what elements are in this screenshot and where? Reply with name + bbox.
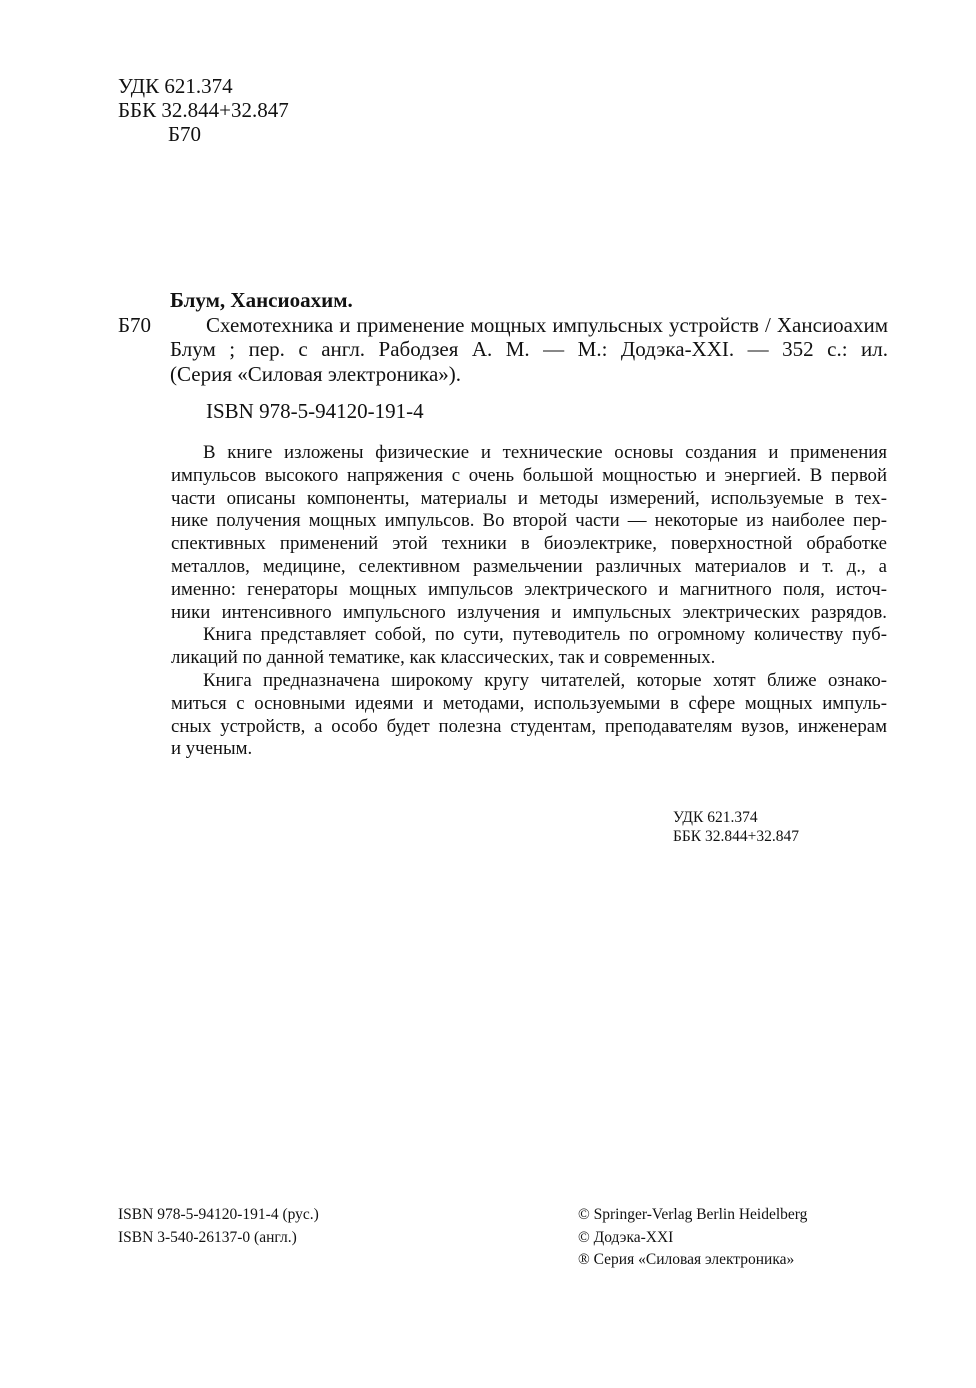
title-line <box>118 313 888 338</box>
abstract-line: нике получения мощных импульсов. Во второй части — некоторые из наиболее пер- <box>171 510 887 532</box>
isbn-footer <box>118 1204 319 1249</box>
abstract-line: металлов, медицине, селективном размельчении различных материалов и т. д., а <box>171 555 887 577</box>
abstract-line: миться с основными идеями и методами, используемыми в сфере мощных импуль- <box>171 692 887 714</box>
udk-code-right: УДК 621.374 <box>673 809 758 826</box>
author-mark-inline: Б70 <box>118 312 152 337</box>
isbn-russian: ISBN 978-5-94120-191-4 (рус.) <box>118 1206 319 1223</box>
copyright-springer: © Springer-Verlag Berlin Heidelberg <box>578 1206 808 1223</box>
abstract-line: Книга представляет собой, по сути, путеводитель по огромному количеству пуб- <box>203 624 887 646</box>
abstract-paragraph-2 <box>171 624 887 670</box>
bbk-code-right: ББК 32.844+32.847 <box>673 828 800 845</box>
abstract-line: В книге изложены физические и технические основы создания и применения <box>203 442 887 463</box>
copyright-dodeka: © Додэка-XXI <box>578 1228 674 1246</box>
abstract <box>171 442 887 761</box>
bibliographic-description <box>118 313 888 387</box>
copyright-block <box>578 1204 807 1272</box>
udk-code: УДК 621.374 <box>118 74 233 98</box>
biblio-line-1: Схемотехника и применение мощных импульсных устройств / Хансиоахим <box>206 312 888 337</box>
isbn-main: ISBN 978-5-94120-191-4 <box>206 399 424 423</box>
abstract-line: сных устройств, а особо будет полезна студентам, преподавателям вузов, инженерам <box>171 715 887 737</box>
abstract-line: Книга предназначена широкому кругу читателей, которые хотят ближе ознако- <box>203 669 887 691</box>
isbn-english: ISBN 3-540-26137-0 (англ.) <box>118 1228 297 1246</box>
abstract-paragraph-1 <box>171 442 887 624</box>
abstract-line: именно: генераторы мощных импульсов электрического и магнитного поля, источ- <box>171 578 887 600</box>
abstract-line: импульсов высокого напряжения с очень большой мощностью и энергией. В первой <box>171 464 887 486</box>
biblio-line-2: Блум ; пер. с англ. Рабодзея А. М. — М.: Додэка-XXI. — 352 с.: ил. <box>170 337 888 361</box>
abstract-line: ники интенсивного импульсного излучения и импульсных электрических разрядов. <box>171 601 887 623</box>
classification-right <box>673 808 799 846</box>
abstract-line: части описаны компоненты, материалы и методы измерений, используемые в тех- <box>171 487 887 509</box>
bbk-code: ББК 32.844+32.847 <box>118 98 289 122</box>
abstract-line: ликаций по данной тематике, как классических, так и современных. <box>171 647 716 669</box>
copyright-series: ® Серия «Силовая электроника» <box>578 1251 795 1268</box>
abstract-line: спективных применений этой техники в биоэлектрике, поверхностной обработке <box>171 533 887 555</box>
biblio-line-3: (Серия «Силовая электроника»). <box>170 361 462 386</box>
abstract-paragraph-3 <box>171 670 887 761</box>
author-name: Блум, Хансиоахим. <box>170 288 353 312</box>
abstract-line: и ученым. <box>171 738 253 760</box>
bibliographic-entry <box>118 288 888 386</box>
author-mark: Б70 <box>168 122 202 146</box>
classification-top <box>118 74 289 146</box>
